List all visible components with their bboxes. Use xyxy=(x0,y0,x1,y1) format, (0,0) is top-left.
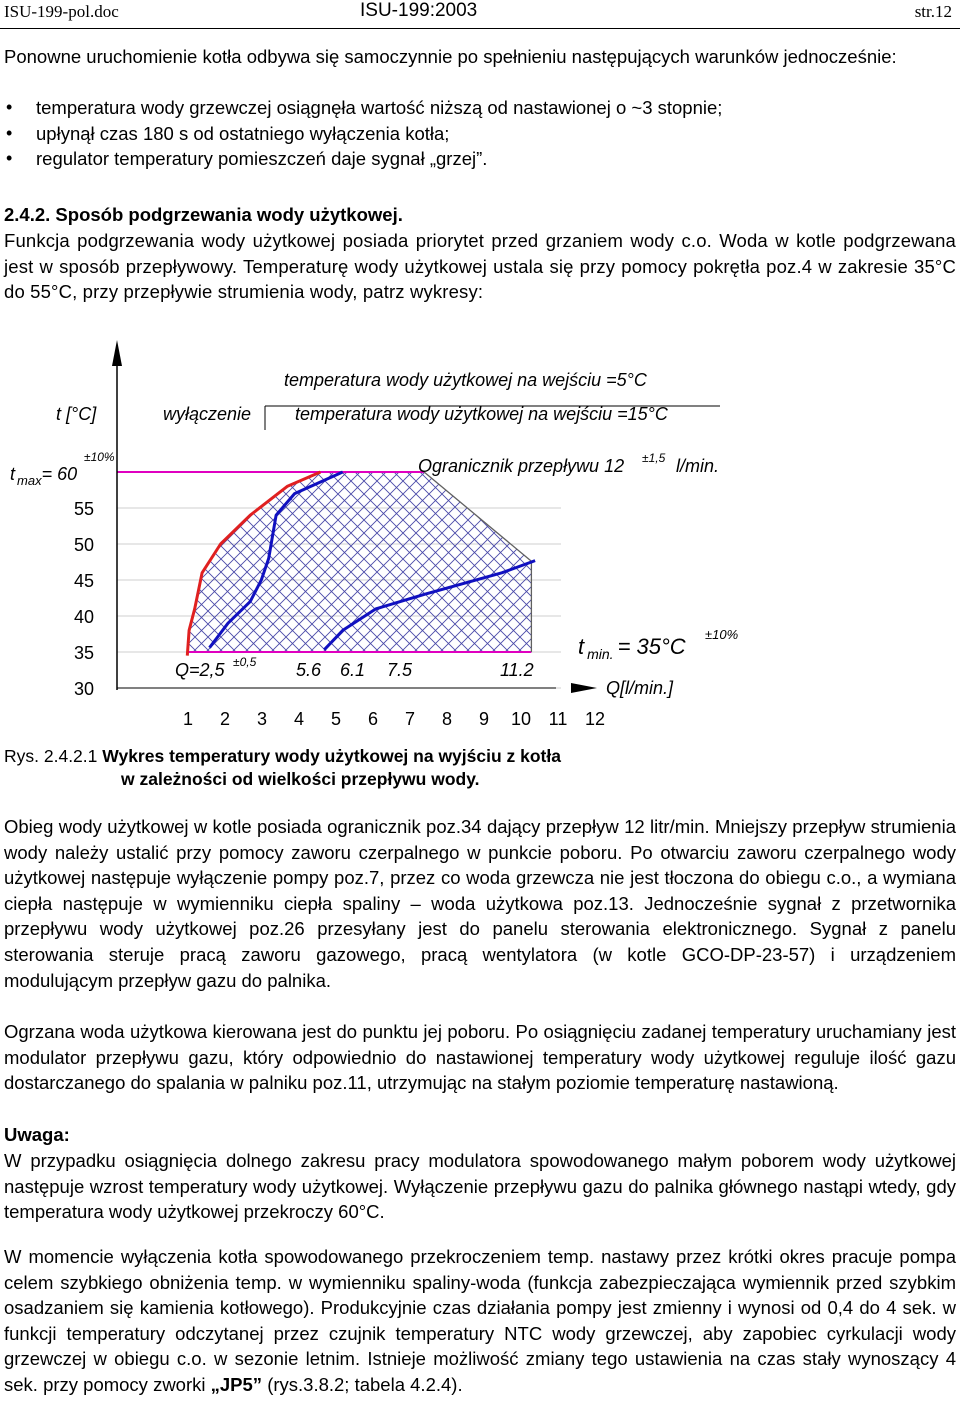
x-tick-label: 8 xyxy=(441,709,453,729)
y-tick-label: 55 xyxy=(74,499,95,519)
list-item: • temperatura wody grzewczej osiągnęła wartość niższą od nastawionej o ~3 stopnie; xyxy=(4,95,956,121)
section-body: Funkcja podgrzewania wody użytkowej posiada priorytet przed grzaniem wody c.o. Woda w kotle podgrzewana jest w sposób przepływowy. Temperaturę wody użytkowej ustala się przy pomocy pokrętła poz.4 w zakresie 35°C do 55°C, przy przepływie strumienia wody, patrz wykresy: xyxy=(4,230,956,303)
flow-limiter-label: Ogranicznik przepływu 12 xyxy=(418,456,625,476)
y-axis-arrow xyxy=(112,340,122,366)
x-tick-label: 11 xyxy=(548,709,568,729)
paragraph-circuit: Obieg wody użytkowej w kotle posiada ogranicznik poz.34 dający przepływ 12 litr/min. Mniejszy przepływ strumienia wody należy ustalić przy pomocy zaworu czerpalnego w punkcie poboru. Po otwarciu zaworu czerpalnego wody użytkowej następuje wyłączenie pompy poz.7, przez co woda grzewcza nie jest tłoczona do obiegu c.o., a wymiana ciepła następuje w wymienniku ciepła spaliny – woda użytkowa poz.13. Jednocześnie sygnał z przetwornika przepływu wody użytkowej poz.26 przesyłany jest do panelu sterowania elektronicznego. Sygnał z panelu sterowania steruje pracą zaworu gazowego, pracą wentylatora (w kotle GCO-DP-23-57) i urządzeniem modulującym przepływ gazu do palnika. xyxy=(4,816,956,991)
document-code: ISU-199:2003 xyxy=(360,0,478,21)
x-tick-label: 12 xyxy=(584,709,606,729)
x-tick-label: 10 xyxy=(510,709,532,729)
flow-limiter-tolerance: ±1,5 xyxy=(642,451,666,465)
qmin-label: Q=2,5 xyxy=(175,660,225,680)
paragraph-pump xyxy=(4,1244,956,1398)
flow-mark-label: 7.5 xyxy=(387,660,413,680)
shutdown-label: wyłączenie xyxy=(163,404,252,424)
warning-title: Uwaga: xyxy=(4,1124,70,1145)
paragraph-pump-text: W momencie wyłączenia kotła spowodowanego przekroczeniem temp. nastawy przez krótki okres pracuje pompa celem szybkiego obniżenia temp. w wymienniku spaliny-woda (funkcja zabezpieczająca wymiennik przed szybkim osadzaniem się kamienia kotłowego). Produkcyjnie czas działania pompy jest zmienny i wynosi od 0,4 do 4 sek. w funkcji temperatury odczytanej przez czujnik temperatury NTC wody grzewczej, aby zapobiec cyrkulacji wody grzewczej w obiegu c.o. w sezonie letnim. Istnieje możliwość zmiany tego ustawienia na czas stały wynoszący 4 sek. przy pomocy zworki xyxy=(4,1246,956,1395)
jumper-label: „JP5” xyxy=(210,1373,263,1395)
y-tick-label: 45 xyxy=(74,571,95,591)
inlet-15c-label: temperatura wody użytkowej na wejściu =15°C xyxy=(295,404,668,424)
tmax-tolerance: ±10% xyxy=(84,450,115,464)
x-tick-label: 4 xyxy=(293,709,305,729)
list-item: • upłynął czas 180 s od ostatniego wyłączenia kotła; xyxy=(4,121,956,147)
restart-conditions-list xyxy=(4,95,956,172)
x-axis-label: Q[l/min.] xyxy=(606,678,674,698)
paragraph-heating: Ogrzana woda użytkowa kierowana jest do punktu jej poboru. Po osiągnięciu zadanej temperatury uruchamiany jest modulator przepływu gazu, który odpowiednio do nastawionej temperatury wody użytkowej reguluje ilość gazu dostarczanego do spalania w palniku poz.11, utrzymując na stałym poziomie temperaturę nastawioną. xyxy=(4,1021,956,1094)
x-tick-label: 7 xyxy=(404,709,416,729)
x-tick-label: 2 xyxy=(219,709,231,729)
page-header xyxy=(0,0,960,29)
x-axis-arrow xyxy=(571,683,597,693)
flow-limiter-unit: l/min. xyxy=(676,456,720,476)
qmin-tolerance: ±0,5 xyxy=(233,655,257,669)
y-tick-label: 30 xyxy=(74,679,95,699)
warning-body: W przypadku osiągnięcia dolnego zakresu pracy modulatora spowodowanego małym poborem wody użytkowej następuje wzrost temperatury wody użytkowej. Wyłączenie przepływu gazu do palnika głównego nastąpi wtedy, gdy temperatura wody użytkowej przekroczy 60°C. xyxy=(4,1150,956,1223)
x-tick-label: 3 xyxy=(256,709,268,729)
section-title: 2.4.2. Sposób podgrzewania wody użytkowej. xyxy=(4,204,403,225)
flow-mark-label: 5.6 xyxy=(296,660,322,680)
page-number: str.12 xyxy=(914,2,952,21)
x-tick-label: 6 xyxy=(367,709,379,729)
intro-paragraph: Ponowne uruchomienie kotła odbywa się samoczynnie po spełnieniu następujących warunków jednocześnie: xyxy=(4,46,897,67)
figure-number: Rys. 2.4.2.1 xyxy=(4,746,98,766)
operating-range-area xyxy=(187,472,531,656)
y-tick-label: 35 xyxy=(74,643,95,663)
y-tick-label: 40 xyxy=(74,607,95,627)
tmin-label: t $_{min.}$ = 35°C xyxy=(578,634,686,662)
x-tick-label: 5 xyxy=(330,709,342,729)
x-tick-label: 1 xyxy=(182,709,194,729)
x-tick-label: 9 xyxy=(478,709,490,729)
caption-line-1: Wykres temperatury wody użytkowej na wyjściu z kotła xyxy=(102,746,561,766)
y-axis-label: t [°C] xyxy=(56,404,97,424)
file-name: ISU-199-pol.doc xyxy=(4,2,119,21)
figure-caption xyxy=(4,745,904,791)
tmin-tolerance: ±10% xyxy=(705,627,739,642)
temperature-flow-chart xyxy=(0,338,960,738)
inlet-5c-label: temperatura wody użytkowej na wejściu =5°C xyxy=(284,370,647,390)
flow-mark-label: 6.1 xyxy=(340,660,366,680)
paragraph-pump-tail: (rys.3.8.2; tabela 4.2.4). xyxy=(262,1373,463,1395)
flow-mark-label: 11.2 xyxy=(500,660,534,680)
caption-line-2: w zależności od wielkości przepływu wody. xyxy=(121,769,480,789)
y-tick-label: 50 xyxy=(74,535,95,555)
tmax-label: t $_{max}$= 60 xyxy=(10,464,78,488)
list-item: • regulator temperatury pomieszczeń daje sygnał „grzej”. xyxy=(4,146,956,172)
